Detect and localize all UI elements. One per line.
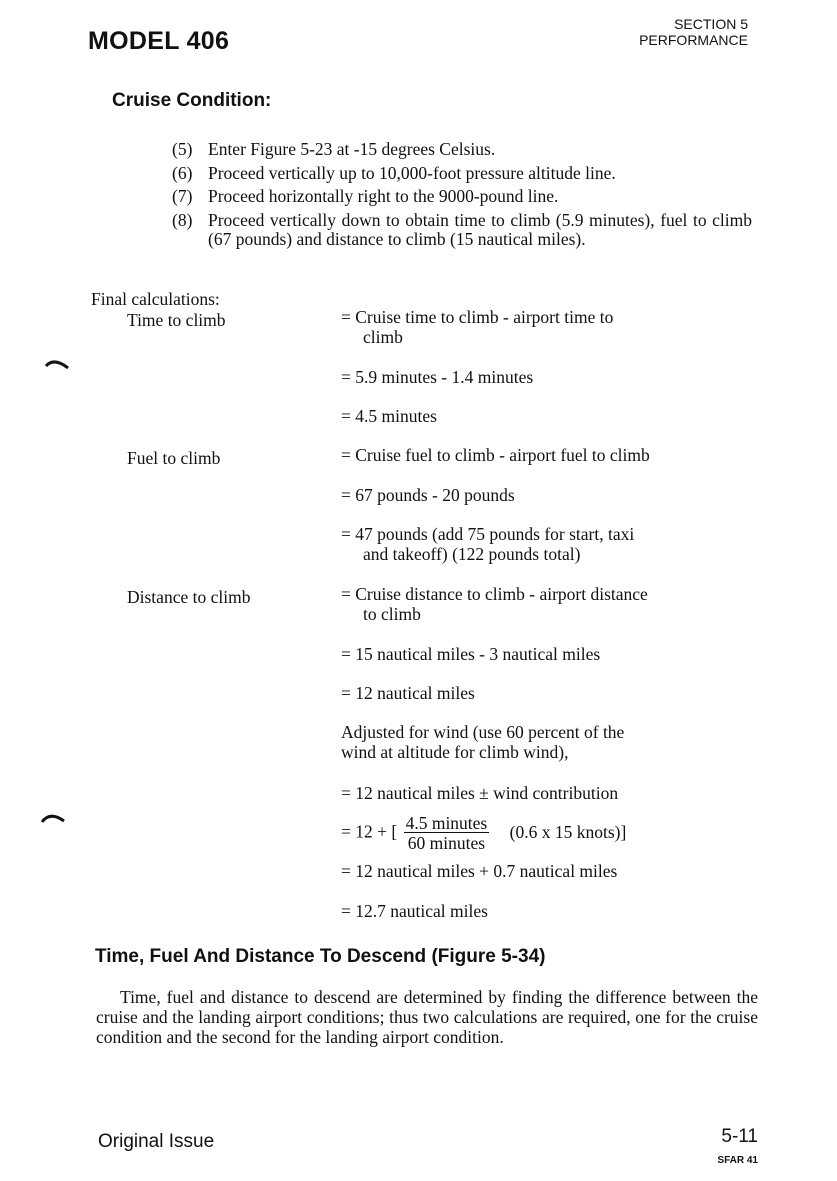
step-text: Proceed horizontally right to the 9000-pound line. <box>208 186 559 206</box>
distance-equation-3: = 12 nautical miles <box>341 683 475 703</box>
section-number: SECTION 5 <box>674 16 748 32</box>
fuel-equation-2: = 67 pounds - 20 pounds <box>341 485 515 505</box>
formula-suffix: (0.6 x 15 knots)] <box>509 821 627 842</box>
step-list <box>172 140 752 254</box>
step-number: (5) <box>172 139 193 159</box>
note-line: wind at altitude for climb wind), <box>341 741 569 762</box>
final-calculations-label: Final calculations: <box>91 289 220 309</box>
distance-equation-4: = 12 nautical miles ± wind contribution <box>341 783 619 803</box>
equation-line: = Cruise time to climb - airport time to <box>341 307 614 327</box>
step-item <box>172 140 752 160</box>
equation-line: = 47 pounds (add 75 pounds for start, taxi <box>341 524 635 544</box>
descend-paragraph <box>96 987 758 1047</box>
step-number: (6) <box>172 162 193 183</box>
fuel-to-climb-label: Fuel to climb <box>127 448 221 468</box>
fuel-equation-3 <box>341 525 751 564</box>
equation-line: climb <box>363 326 403 347</box>
descend-heading: Time, Fuel And Distance To Descend (Figure 5-34) <box>95 946 546 967</box>
fuel-equation-1: = Cruise fuel to climb - airport fuel to climb <box>341 445 650 465</box>
sfar-label: SFAR 41 <box>717 1155 758 1166</box>
step-number: (7) <box>172 186 193 206</box>
distance-equation-2: = 15 nautical miles - 3 nautical miles <box>341 644 601 664</box>
formula-prefix: = 12 + [ <box>341 821 398 842</box>
distance-equation-5: = 12 nautical miles + 0.7 nautical miles <box>341 861 618 881</box>
time-fraction <box>404 814 490 853</box>
step-number: (8) <box>172 209 193 230</box>
time-equation-1 <box>341 308 751 347</box>
wind-formula <box>341 814 626 853</box>
equation-line: to climb <box>363 603 421 624</box>
cruise-heading: Cruise Condition: <box>112 90 272 111</box>
note-line: Adjusted for wind (use 60 percent of the <box>341 722 625 742</box>
equation-line: and takeoff) (122 pounds total) <box>363 543 581 564</box>
step-text: Proceed vertically down to obtain time to climb (5.9 minutes), fuel to climb (67 pounds) and distance to climb (15 nautical miles). <box>208 209 752 249</box>
fraction-numerator: 4.5 minutes <box>405 813 488 833</box>
step-item <box>172 211 752 250</box>
revision-mark-icon <box>44 356 70 372</box>
page-number: 5-11 <box>721 1126 758 1147</box>
distance-equation-1 <box>341 585 751 624</box>
time-equation-3: = 4.5 minutes <box>341 406 437 426</box>
step-item <box>172 164 752 184</box>
wind-adjustment-note <box>341 723 751 762</box>
step-text: Proceed vertically up to 10,000-foot pressure altitude line. <box>208 162 616 183</box>
section-title: PERFORMANCE <box>639 32 748 48</box>
revision-mark-icon <box>40 810 66 826</box>
issue-label: Original Issue <box>98 1131 215 1152</box>
distance-to-climb-label: Distance to climb <box>127 587 251 607</box>
equation-line: = Cruise distance to climb - airport distance <box>341 584 648 604</box>
model-title: MODEL 406 <box>88 27 230 55</box>
section-header <box>639 16 748 48</box>
step-item <box>172 187 752 207</box>
time-to-climb-label: Time to climb <box>127 310 226 330</box>
fraction-denominator: 60 minutes <box>407 833 486 853</box>
step-text: Enter Figure 5-23 at -15 degrees Celsius. <box>208 139 496 159</box>
paragraph-text: Time, fuel and distance to descend are determined by finding the difference between the cruise and the landing airport conditions; thus two calculations are required, one for the cruise condition and the second for the landing airport condition. <box>96 987 758 1047</box>
time-equation-2: = 5.9 minutes - 1.4 minutes <box>341 367 534 387</box>
distance-equation-6: = 12.7 nautical miles <box>341 901 488 921</box>
